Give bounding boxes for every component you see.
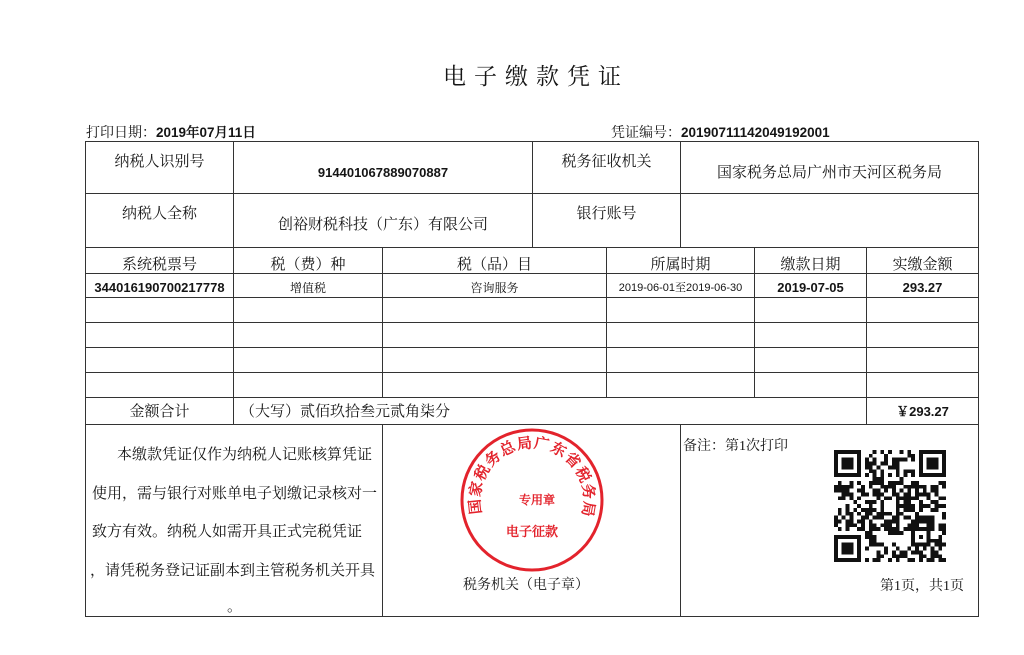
col-header-period: 所属时期 [607,248,755,274]
notice-line: 。 [227,599,243,615]
notice-line: ，请凭税务登记证副本到主管税务机关开具 [90,563,376,579]
empty-cell [607,348,755,373]
document-title: 电子缴款凭证 [443,64,629,89]
seal-cell [383,425,681,617]
voucher-number-label: 凭证编号： [611,126,681,141]
col-header-ticket-no: 系统税票号 [86,248,234,274]
voucher-table [85,141,979,617]
empty-cell [867,298,979,323]
col-header-amount: 实缴金额 [867,248,979,274]
empty-cell [383,373,607,398]
empty-cell [234,373,383,398]
seal-center-text: 专用章 [518,493,556,507]
empty-cell [86,373,234,398]
total-label: 金额合计 [86,398,234,425]
remarks-note: 备注：第1次打印 [683,439,788,454]
taxpayer-id-value: 914401067889070887 [234,142,533,194]
empty-cell [755,323,867,348]
total-in-words: （大写）贰佰玖拾叁元贰角柒分 [234,398,867,425]
empty-cell [383,298,607,323]
notice-cell [86,425,383,617]
empty-cell [867,323,979,348]
qr-modules [834,450,946,562]
cell-ticket-no: 344016190700217778 [86,274,234,298]
tax-authority-seal [460,428,604,572]
empty-cell [86,348,234,373]
tax-authority-value: 国家税务总局广州市天河区税务局 [681,142,979,194]
notice-line: 使用，需与银行对账单电子划缴记录核对一 [92,486,378,502]
cell-amount: 293.27 [867,274,979,298]
empty-cell [607,323,755,348]
notice-line: 本缴款凭证仅作为纳税人记账核算凭证 [117,447,373,463]
empty-cell [755,298,867,323]
empty-cell [867,348,979,373]
seal-arc-textpath: 国家税务总局广东省税务局 [467,435,597,519]
bank-account-value [681,194,979,248]
empty-cell [234,323,383,348]
cell-payment-date: 2019-07-05 [755,274,867,298]
empty-cell [234,348,383,373]
taxpayer-name-label: 纳税人全称 [86,194,234,248]
col-header-tax-item: 税（品）目 [383,248,607,274]
empty-cell [383,348,607,373]
remarks-cell [681,425,979,617]
bank-account-label: 银行账号 [533,194,681,248]
col-header-tax-type: 税（费）种 [234,248,383,274]
seal-caption: 税务机关（电子章） [463,578,589,593]
empty-cell [383,323,607,348]
empty-cell [755,373,867,398]
total-amount: ￥293.27 [867,398,979,425]
empty-cell [234,298,383,323]
cell-tax-type: 增值税 [234,274,383,298]
taxpayer-id-label: 纳税人识别号 [86,142,234,194]
notice-line: 致方有效。纳税人如需开具正式完税凭证 [92,524,363,540]
col-header-payment-date: 缴款日期 [755,248,867,274]
taxpayer-name-value: 创裕财税科技（广东）有限公司 [234,194,533,248]
print-date-value: 2019年07月11日 [156,125,256,140]
empty-cell [755,348,867,373]
empty-cell [607,373,755,398]
print-date-label: 打印日期： [86,126,156,141]
empty-cell [607,298,755,323]
empty-cell [867,373,979,398]
qr-code [834,450,946,562]
page-info: 第1页，共1页 [880,579,964,594]
cell-period: 2019-06-01至2019-06-30 [607,274,755,298]
empty-cell [86,323,234,348]
seal-bottom-text: 电子征款 [505,524,559,539]
voucher-number-value: 20190711142049192001 [681,125,830,140]
cell-tax-item: 咨询服务 [383,274,607,298]
tax-authority-label: 税务征收机关 [533,142,681,194]
empty-cell [86,298,234,323]
